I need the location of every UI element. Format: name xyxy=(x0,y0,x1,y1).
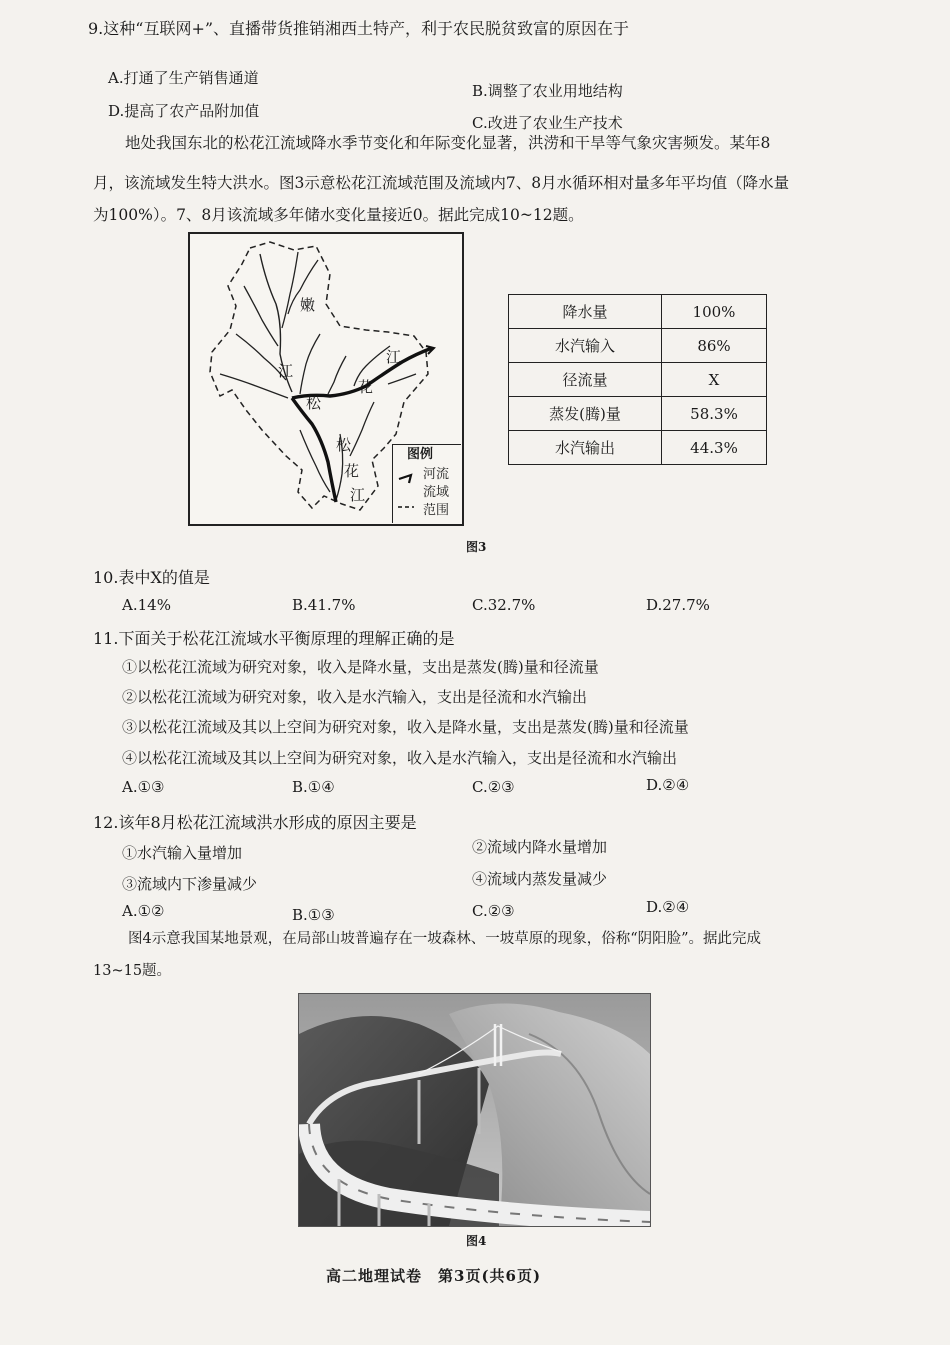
table-cell-value: 58.3% xyxy=(662,397,767,431)
q12-item-3: ③流域内下渗量减少 xyxy=(122,875,258,893)
landscape-photo xyxy=(298,993,651,1227)
legend-basin-2: 范围 xyxy=(423,503,450,518)
intro1-line3: 为100%）。7、8月该流域多年储水变化量接近0。据此完成10~12题。 xyxy=(93,206,584,224)
figure4-caption: 图4 xyxy=(466,1234,487,1248)
q9-option-b: B.调整了农业用地结构 xyxy=(472,82,623,100)
intro1-line1: 地处我国东北的松花江流域降水季节变化和年际变化显著，洪涝和干旱等气象灾害频发。某年8 xyxy=(125,134,771,152)
legend-river-symbol xyxy=(399,475,411,483)
q9-stem: 9.这种“互联网+”、直播带货推销湘西土特产，利于农民脱贫致富的原因在于 xyxy=(88,19,630,38)
river-branch xyxy=(328,356,346,394)
map-label-hua: 花 xyxy=(358,378,374,396)
q12-option-a: A.①② xyxy=(122,902,165,920)
map-label-hua-2: 花 xyxy=(344,462,360,480)
table-row xyxy=(509,295,767,329)
intro2-line2: 13~15题。 xyxy=(93,963,172,979)
map-label-nen: 嫩 xyxy=(300,296,316,314)
table-cell-value: 100% xyxy=(662,295,767,329)
q10-option-a: A.14% xyxy=(122,596,171,614)
q11-stem: 11.下面关于松花江流域水平衡原理的理解正确的是 xyxy=(93,629,455,648)
q11-item-3: ③以松花江流域及其以上空间为研究对象，收入是降水量，支出是蒸发(腾)量和径流量 xyxy=(122,718,689,736)
legend-basin-1: 流域 xyxy=(423,485,450,500)
q11-item-2: ②以松花江流域为研究对象，收入是水汽输入，支出是径流和水汽输出 xyxy=(122,688,588,706)
q12-item-2: ②流域内降水量增加 xyxy=(472,838,608,856)
map-label-jiang-2: 江 xyxy=(386,348,402,366)
q11-option-d: D.②④ xyxy=(646,776,690,794)
q12-option-c: C.②③ xyxy=(472,902,515,920)
table-cell-label: 水汽输出 xyxy=(509,431,662,465)
bridge-photo-drawing xyxy=(299,994,650,1226)
figure3-caption: 图3 xyxy=(466,540,487,554)
map-label-song: 松 xyxy=(306,394,322,412)
table-cell-value: 86% xyxy=(662,329,767,363)
river-branch xyxy=(300,334,320,394)
table-row xyxy=(509,363,767,397)
q11-item-4: ④以松花江流域及其以上空间为研究对象，收入是水汽输入，支出是径流和水汽输出 xyxy=(122,749,678,767)
table-cell-value: 44.3% xyxy=(662,431,767,465)
q9-option-c: C.改进了农业生产技术 xyxy=(472,114,623,132)
map-legend xyxy=(392,444,461,523)
q11-option-c: C.②③ xyxy=(472,778,515,796)
water-cycle-table xyxy=(508,294,767,465)
river-branch xyxy=(282,252,298,328)
q9-option-d: D.提高了农产品附加值 xyxy=(108,102,260,120)
river-branch xyxy=(388,374,416,384)
q12-item-4: ④流域内蒸发量减少 xyxy=(472,870,608,888)
table-cell-label: 降水量 xyxy=(509,295,662,329)
table-cell-label: 蒸发(腾)量 xyxy=(509,397,662,431)
map-label-jiang: 江 xyxy=(278,362,294,380)
songhua-second-river xyxy=(292,398,336,502)
legend-title: 图例 xyxy=(407,447,434,462)
river-branch xyxy=(300,430,330,492)
q10-option-c: C.32.7% xyxy=(472,596,536,614)
intro2-line1: 图4示意我国某地景观，在局部山坡普遍存在一坡森林、一坡草原的现象，俗称“阴阳脸”。据此完成 xyxy=(128,931,762,947)
intro1-line2: 月，该流域发生特大洪水。图3示意松花江流域范围及流域内7、8月水循环相对量多年平均值（降水量 xyxy=(93,174,790,192)
q9-option-a: A.打通了生产销售通道 xyxy=(108,69,259,87)
q11-item-1: ①以松花江流域为研究对象，收入是降水量，支出是蒸发(腾)量和径流量 xyxy=(122,658,599,676)
q10-option-d: D.27.7% xyxy=(646,596,710,614)
q12-item-1: ①水汽输入量增加 xyxy=(122,844,243,862)
songhua-basin-map xyxy=(188,232,464,526)
table-cell-value: X xyxy=(662,363,767,397)
q10-stem: 10.表中X的值是 xyxy=(93,568,210,587)
table-row xyxy=(509,329,767,363)
table-cell-label: 水汽输入 xyxy=(509,329,662,363)
legend-symbols xyxy=(397,469,415,521)
table-row xyxy=(509,397,767,431)
page-footer: 高二地理试卷 第3页(共6页) xyxy=(326,1267,542,1285)
q12-option-b: B.①③ xyxy=(292,906,335,924)
q12-stem: 12.该年8月松花江流域洪水形成的原因主要是 xyxy=(93,813,417,832)
map-label-jiang-3: 江 xyxy=(350,486,366,504)
q11-option-b: B.①④ xyxy=(292,778,335,796)
table-cell-label: 径流量 xyxy=(509,363,662,397)
q11-option-a: A.①③ xyxy=(122,778,165,796)
table-row xyxy=(509,431,767,465)
legend-river: 河流 xyxy=(423,467,450,482)
river-branch xyxy=(350,402,374,456)
map-label-song-2: 松 xyxy=(336,436,352,454)
q12-option-d: D.②④ xyxy=(646,898,690,916)
q10-option-b: B.41.7% xyxy=(292,596,356,614)
